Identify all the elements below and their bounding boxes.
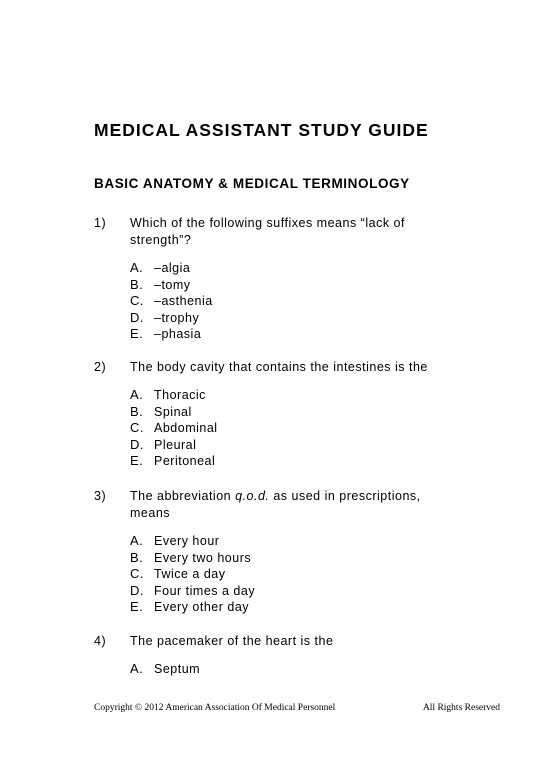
question-number: 2) <box>94 360 107 374</box>
question-number: 4) <box>94 634 107 648</box>
option-d <box>130 437 474 454</box>
option-text: –tomy <box>154 277 191 292</box>
question-1 <box>94 215 474 343</box>
option-letter: B. <box>130 549 144 565</box>
option-e <box>130 453 474 470</box>
option-a <box>130 260 474 277</box>
option-d <box>130 310 474 327</box>
question-text: Which of the following suffixes means “lack of strength”? <box>130 216 405 247</box>
option-b <box>130 277 474 294</box>
option-letter: E. <box>130 599 144 614</box>
option-c <box>130 420 474 437</box>
option-text: Every two hours <box>154 550 252 565</box>
option-letter: D. <box>130 582 144 598</box>
option-letter: B. <box>130 403 144 419</box>
option-b <box>130 550 474 567</box>
question-4 <box>94 633 474 678</box>
question-number: 1) <box>94 216 107 230</box>
option-d <box>130 583 474 600</box>
option-text: Abdominal <box>154 421 218 435</box>
option-text: Pleural <box>154 437 197 452</box>
question-number: 3) <box>94 489 107 503</box>
rights-notice: All Rights Reserved <box>422 703 500 713</box>
option-c <box>130 566 474 583</box>
option-text: Spinal <box>154 404 192 419</box>
question-text: The body cavity that contains the intestines is the <box>130 360 428 374</box>
option-letter: E. <box>130 326 144 341</box>
option-e <box>130 326 474 343</box>
option-text: –phasia <box>154 327 202 341</box>
option-letter: C. <box>130 566 144 581</box>
option-letter: A. <box>130 661 144 676</box>
option-c <box>130 293 474 310</box>
option-text: Twice a day <box>154 567 226 581</box>
option-text: Septum <box>154 662 201 676</box>
document-title: MEDICAL ASSISTANT STUDY GUIDE <box>94 120 429 140</box>
option-text: Thoracic <box>154 388 206 402</box>
option-text: Four times a day <box>154 583 256 598</box>
option-text: –algia <box>154 261 191 275</box>
option-letter: E. <box>130 453 144 468</box>
answer-options <box>130 661 474 678</box>
option-letter: D. <box>130 309 144 325</box>
option-a <box>130 387 474 404</box>
option-letter: C. <box>130 293 144 308</box>
question-3 <box>94 488 474 616</box>
option-e <box>130 599 474 616</box>
option-letter: C. <box>130 420 144 435</box>
option-a <box>130 661 474 678</box>
answer-options <box>130 387 474 470</box>
answer-options <box>130 260 474 343</box>
option-letter: D. <box>130 436 144 452</box>
option-a <box>130 533 474 550</box>
option-letter: B. <box>130 276 144 292</box>
option-text: Every hour <box>154 534 220 548</box>
question-2 <box>94 359 474 470</box>
abbreviation: q.o.d. <box>235 489 270 503</box>
option-text: Every other day <box>154 600 250 614</box>
question-text: The pacemaker of the heart is the <box>130 634 334 648</box>
question-text: The abbreviation q.o.d. as used in prescriptions, means <box>130 489 421 520</box>
option-letter: A. <box>130 260 144 275</box>
option-text: Peritoneal <box>154 454 216 468</box>
option-text: –asthenia <box>154 294 213 308</box>
option-letter: A. <box>130 387 144 402</box>
answer-options <box>130 533 474 616</box>
option-letter: A. <box>130 533 144 548</box>
copyright-notice: Copyright © 2012 American Association Of Medical Personnel <box>94 703 336 713</box>
section-heading: BASIC ANATOMY & MEDICAL TERMINOLOGY <box>94 176 410 191</box>
option-text: –trophy <box>154 310 200 325</box>
option-b <box>130 404 474 421</box>
